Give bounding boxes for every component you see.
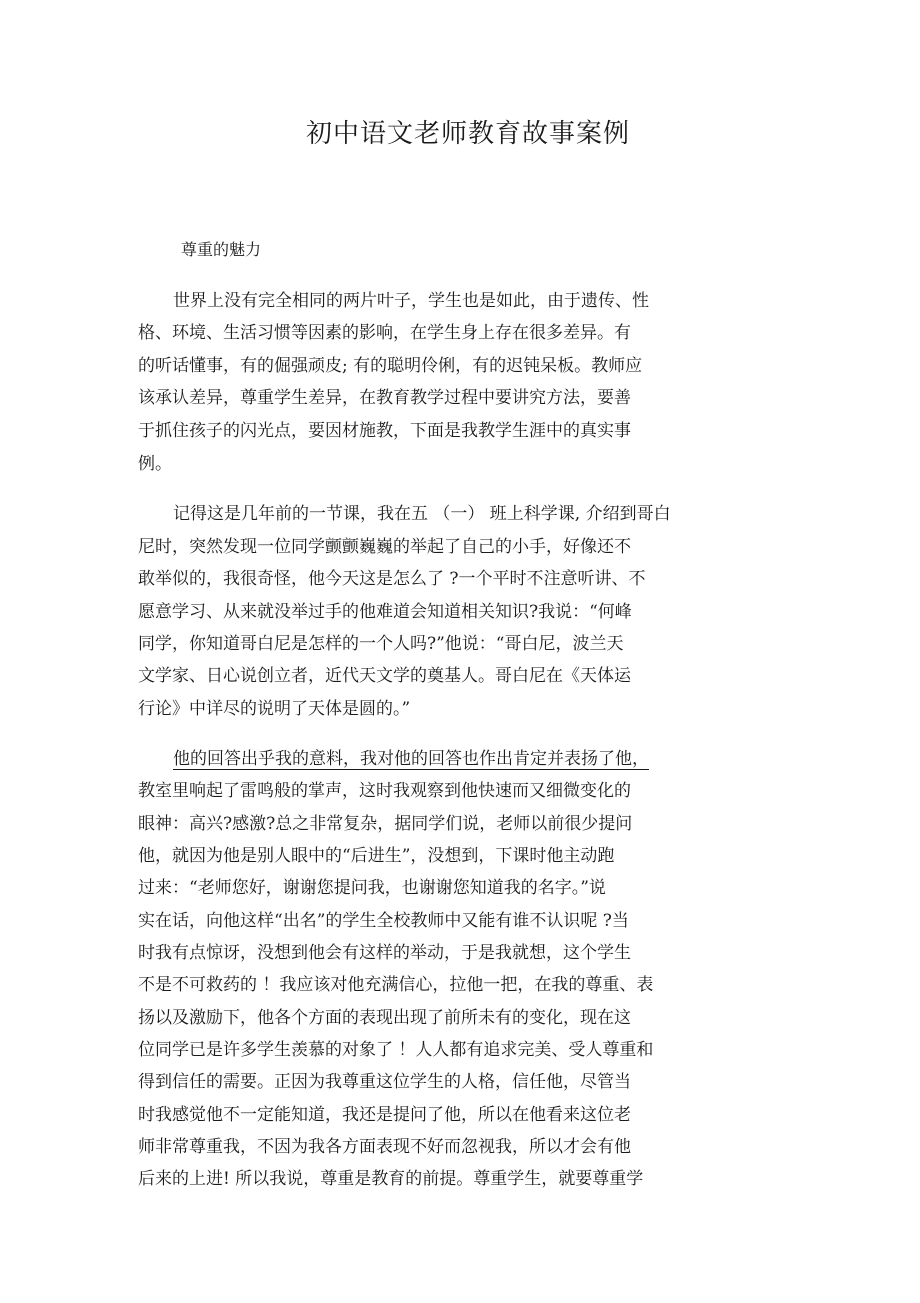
paragraph-line: 行论》中详尽的说明了天体是圆的。” (138, 699, 411, 719)
paragraph-line: 眼神：高兴?感激?总之非常复杂，据同学们说，老师以前很少提问 (138, 814, 633, 834)
paragraph-line: 实在话，向他这样“出名”的学生全校教师中又能有谁不认识呢 ?当 (138, 911, 629, 931)
paragraph-line: 格、环境、生活习惯等因素的影响，在学生身上存在很多差异。有 (138, 323, 631, 343)
paragraph-line: 过来：“老师您好，谢谢您提问我，也谢谢您知道我的名字。”说 (138, 878, 606, 898)
paragraph-line: 记得这是几年前的一节课，我在五 （一） 班上科学课, 介绍到哥白 (173, 504, 671, 524)
paragraph-line: 扬以及激励下，他各个方面的表现出现了前所未有的变化，现在这 (138, 1008, 631, 1028)
paragraph-line: 教室里响起了雷鸣般的掌声，这时我观察到他快速而又细微变化的 (138, 781, 631, 801)
paragraph-line: 师非常尊重我，不因为我各方面表现不好而忽视我，所以才会有他 (138, 1137, 631, 1157)
paragraph-line: 他，就因为他是别人眼中的“后进生”，没想到，下课时他主动跑 (138, 846, 615, 866)
paragraph-line: 不是不可救药的 ！我应该对他充满信心，拉他一把，在我的尊重、表 (138, 975, 654, 995)
paragraph-line: 于抓住孩子的闪光点，要因材施教，下面是我教学生涯中的真实事 (138, 421, 631, 441)
paragraph-line: 世界上没有完全相同的两片叶子，学生也是如此，由于遗传、性 (173, 291, 649, 311)
paragraph-line: 敢举似的，我很奇怪，他今天这是怎么了 ?一个平时不注意听讲、不 (138, 569, 646, 589)
paragraph-line: 例。 (138, 454, 172, 474)
paragraph-line: 文学家、日心说创立者，近代天文学的奠基人。哥白尼在《天体运 (138, 666, 631, 686)
paragraph-line: 该承认差异，尊重学生差异，在教育教学过程中要讲究方法，要善 (138, 388, 631, 408)
paragraph-line: 的听话懂事，有的倔强顽皮; 有的聪明伶俐，有的迟钝呆板。教师应 (138, 356, 643, 376)
paragraph-line: 时我有点惊讶，没想到他会有这样的举动，于是我就想，这个学生 (138, 943, 631, 963)
paragraph-line: 位同学已是许多学生羡慕的对象了 ！人人都有追求完美、受人尊重和 (138, 1040, 654, 1060)
page-title: 初中语文老师教育故事案例 (306, 119, 631, 149)
paragraph-line: 尼时，突然发现一位同学颤颤巍巍的举起了自己的小手，好像还不 (138, 537, 631, 557)
paragraph-line: 后来的上进! 所以我说，尊重是教育的前提。尊重学生，就要尊重学 (138, 1169, 644, 1189)
paragraph-line: 愿意学习、从来就没举过手的他难道会知道相关知识?我说：“何峰 (138, 602, 632, 622)
paragraph-line: 得到信任的需要。正因为我尊重这位学生的人格，信任他，尽管当 (138, 1072, 631, 1092)
paragraph-line-underlined: 他的回答出乎我的意料，我对他的回答也作出肯定并表扬了他， (173, 749, 649, 769)
paragraph-line: 时我感觉他不一定能知道，我还是提问了他，所以在他看来这位老 (138, 1105, 631, 1125)
paragraph-line: 同学，你知道哥白尼是怎样的一个人吗?”他说：“哥白尼，波兰天 (138, 634, 624, 654)
section-subtitle: 尊重的魅力 (181, 240, 262, 259)
